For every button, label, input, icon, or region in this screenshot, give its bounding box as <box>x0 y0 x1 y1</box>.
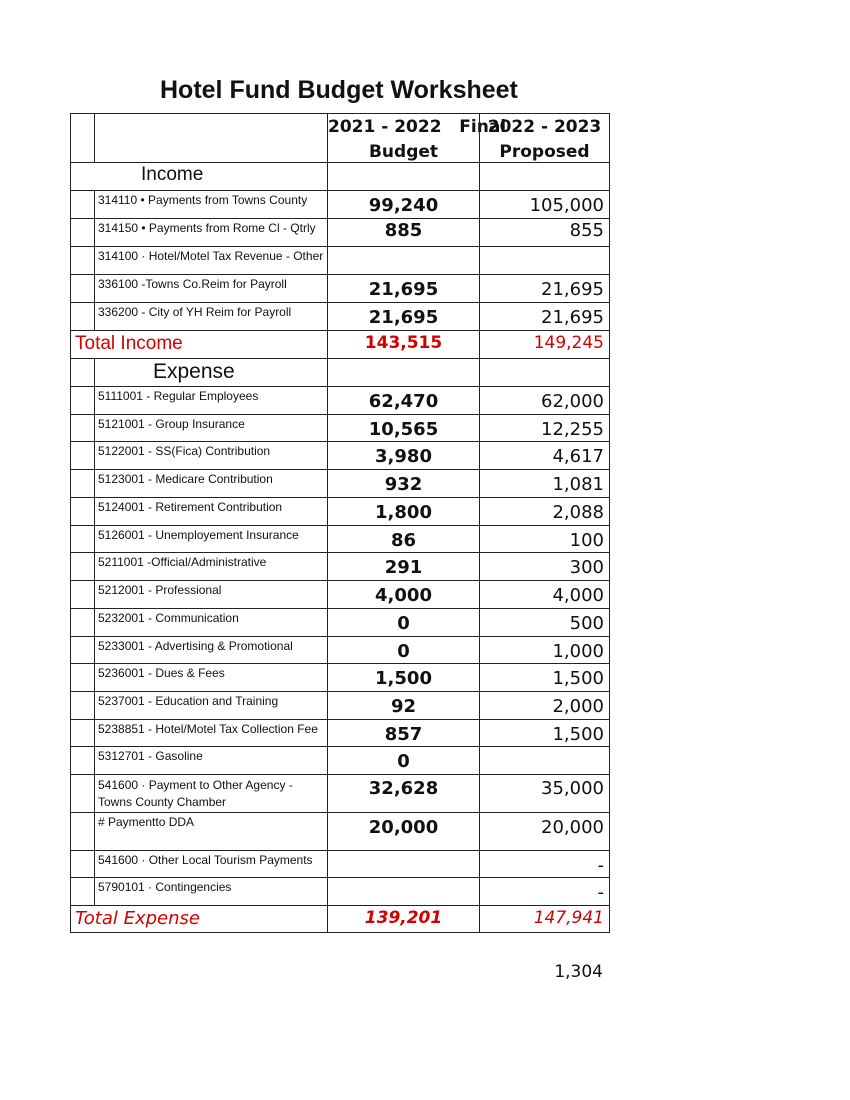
final-budget-cell: 21,695 <box>327 274 480 303</box>
final-budget-cell: 885 <box>327 218 480 247</box>
proposed-cell: 2,000 <box>479 691 610 720</box>
final-budget-cell: 0 <box>327 636 480 664</box>
line-item-label: 541600 · Other Local Tourism Payments <box>94 850 328 878</box>
row-indent <box>70 636 95 664</box>
final-budget-cell: 1,800 <box>327 497 480 526</box>
proposed-cell <box>479 246 610 275</box>
income-heading: Income <box>70 162 328 191</box>
line-item-label: 314110 • Payments from Towns County <box>94 190 328 219</box>
page-title: Hotel Fund Budget Worksheet <box>160 76 518 104</box>
total-income-label: Total Income <box>70 330 328 359</box>
proposed-cell: 300 <box>479 552 610 581</box>
final-budget-cell: 21,695 <box>327 302 480 331</box>
expense-heading-blank <box>479 358 610 387</box>
proposed-cell: 1,500 <box>479 663 610 692</box>
column-header-line: 2021 - 2022 Final <box>328 117 507 137</box>
row-indent <box>70 190 95 219</box>
proposed-cell: 500 <box>479 608 610 637</box>
row-indent <box>70 774 95 813</box>
final-budget-cell: 10,565 <box>327 414 480 442</box>
proposed-cell: - <box>479 877 610 906</box>
expense-heading: Expense <box>94 358 328 387</box>
line-item-label: 5233001 - Advertising & Promotional <box>94 636 328 664</box>
row-indent <box>70 812 95 851</box>
column-header-proposed <box>479 113 610 163</box>
line-item-label: 5111001 - Regular Employees <box>94 386 328 415</box>
row-indent <box>70 414 95 442</box>
line-item-label: 5237001 - Education and Training <box>94 691 328 720</box>
row-indent <box>70 497 95 526</box>
column-header-final <box>327 113 507 163</box>
total-expense-final: 139,201 <box>327 905 480 933</box>
line-item-label: 336100 -Towns Co.Reim for Payroll <box>94 274 328 303</box>
proposed-cell: 1,500 <box>479 719 610 747</box>
final-budget-cell: 1,500 <box>327 663 480 692</box>
line-item-label: 336200 - City of YH Reim for Payroll <box>94 302 328 331</box>
final-budget-cell <box>327 246 480 275</box>
row-indent <box>70 302 95 331</box>
row-indent <box>70 663 95 692</box>
row-indent <box>70 218 95 247</box>
proposed-cell: 1,081 <box>479 469 610 498</box>
row-indent <box>70 877 95 906</box>
proposed-cell: 4,617 <box>479 441 610 470</box>
line-item-label: 5126001 - Unemployement Insurance <box>94 525 328 553</box>
proposed-cell: 20,000 <box>479 812 610 851</box>
column-header-line: Proposed <box>499 142 590 162</box>
proposed-cell: 62,000 <box>479 386 610 415</box>
line-item-label: 5123001 - Medicare Contribution <box>94 469 328 498</box>
total-expense-proposed: 147,941 <box>479 905 610 933</box>
row-indent <box>70 580 95 609</box>
line-item-label: 541600 · Payment to Other Agency - Towns County Chamber <box>94 774 328 813</box>
final-budget-cell: 3,980 <box>327 441 480 470</box>
proposed-cell: 21,695 <box>479 302 610 331</box>
proposed-cell: - <box>479 850 610 878</box>
line-item-label: 5212001 - Professional <box>94 580 328 609</box>
column-header-line: Budget <box>368 142 439 162</box>
final-budget-cell: 86 <box>327 525 480 553</box>
line-item-label: 5211001 -Official/Administrative <box>94 552 328 581</box>
row-indent <box>70 691 95 720</box>
income-heading-blank <box>479 162 610 191</box>
line-item-label: 5236001 - Dues & Fees <box>94 663 328 692</box>
line-item-label: 5238851 - Hotel/Motel Tax Collection Fee <box>94 719 328 747</box>
row-indent <box>70 469 95 498</box>
proposed-cell: 2,088 <box>479 497 610 526</box>
line-item-label: 5312701 - Gasoline <box>94 746 328 775</box>
final-budget-cell <box>327 850 480 878</box>
line-item-label: 314100 · Hotel/Motel Tax Revenue - Other <box>94 246 328 275</box>
header-label-blank <box>94 113 328 163</box>
row-indent <box>70 525 95 553</box>
line-item-label: # Paymentto DDA <box>94 812 328 851</box>
final-budget-cell: 857 <box>327 719 480 747</box>
final-budget-cell: 291 <box>327 552 480 581</box>
header-blank <box>70 113 95 163</box>
row-indent <box>70 358 95 387</box>
total-income-final: 143,515 <box>327 330 480 359</box>
proposed-cell: 12,255 <box>479 414 610 442</box>
row-indent <box>70 746 95 775</box>
proposed-cell: 21,695 <box>479 274 610 303</box>
proposed-cell <box>479 746 610 775</box>
final-budget-cell: 92 <box>327 691 480 720</box>
final-budget-cell: 0 <box>327 608 480 637</box>
row-indent <box>70 608 95 637</box>
row-indent <box>70 441 95 470</box>
proposed-cell: 4,000 <box>479 580 610 609</box>
line-item-label: 314150 • Payments from Rome Cl - Qtrly <box>94 218 328 247</box>
final-budget-cell: 932 <box>327 469 480 498</box>
row-indent <box>70 274 95 303</box>
row-indent <box>70 850 95 878</box>
final-budget-cell: 4,000 <box>327 580 480 609</box>
net-difference: 1,304 <box>554 962 603 982</box>
line-item-label: 5790101 · Contingencies <box>94 877 328 906</box>
line-item-label: 5124001 - Retirement Contribution <box>94 497 328 526</box>
line-item-label: 5121001 - Group Insurance <box>94 414 328 442</box>
expense-heading-blank <box>327 358 480 387</box>
total-income-proposed: 149,245 <box>479 330 610 359</box>
column-header-line: 2022 - 2023 <box>487 117 602 137</box>
final-budget-cell: 0 <box>327 746 480 775</box>
final-budget-cell <box>327 877 480 906</box>
total-expense-label: Total Expense <box>70 905 328 933</box>
income-heading-blank <box>327 162 480 191</box>
line-item-label: 5232001 - Communication <box>94 608 328 637</box>
proposed-cell: 1,000 <box>479 636 610 664</box>
proposed-cell: 855 <box>479 218 610 247</box>
proposed-cell: 35,000 <box>479 774 610 813</box>
final-budget-cell: 62,470 <box>327 386 480 415</box>
row-indent <box>70 552 95 581</box>
row-indent <box>70 719 95 747</box>
line-item-label: 5122001 - SS(Fica) Contribution <box>94 441 328 470</box>
final-budget-cell: 20,000 <box>327 812 480 851</box>
proposed-cell: 105,000 <box>479 190 610 219</box>
final-budget-cell: 32,628 <box>327 774 480 813</box>
row-indent <box>70 386 95 415</box>
row-indent <box>70 246 95 275</box>
proposed-cell: 100 <box>479 525 610 553</box>
final-budget-cell: 99,240 <box>327 190 480 219</box>
